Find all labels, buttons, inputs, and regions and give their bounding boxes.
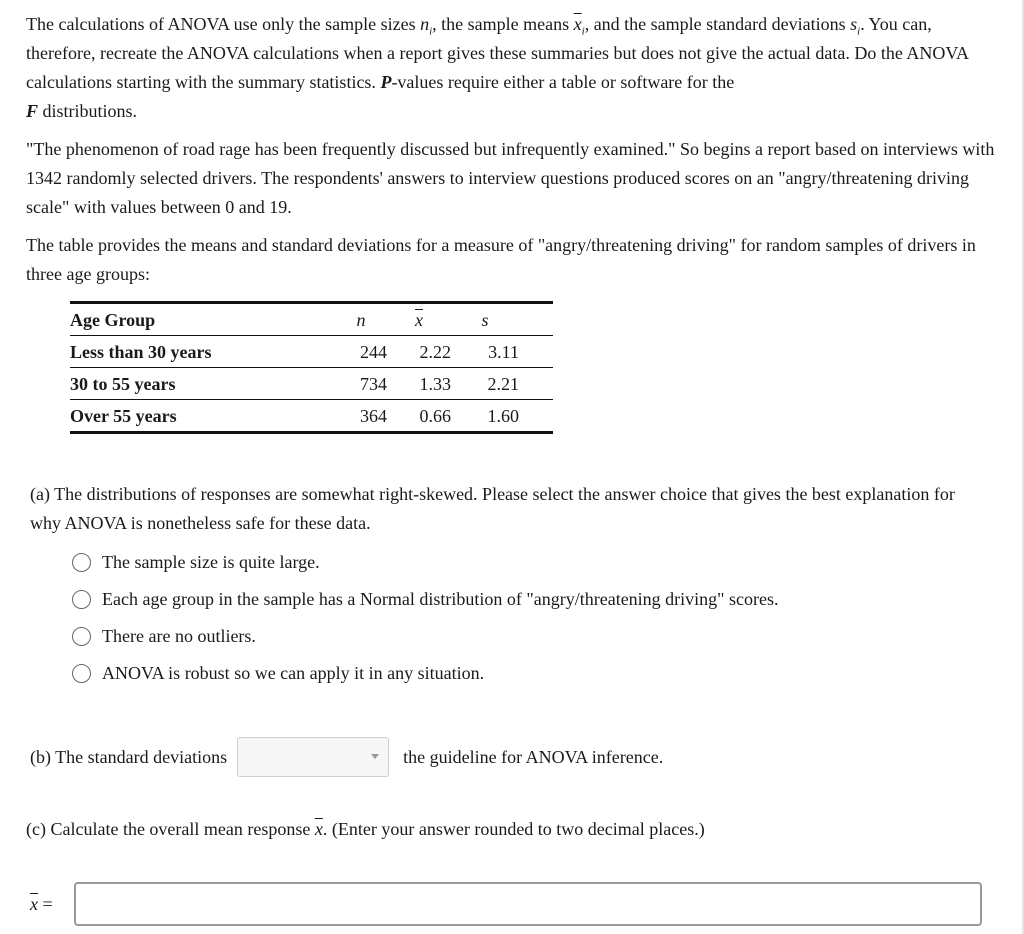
cell-sd: 2.21 [451,368,553,400]
cell-sd: 3.11 [451,336,553,368]
part-b [30,737,663,777]
part-c-answer-row [30,882,982,926]
part-a-options [72,544,779,692]
cell-group: 30 to 55 years [70,368,335,400]
cell-group: Over 55 years [70,405,177,426]
radio-icon[interactable] [72,590,91,609]
header-n: n [335,303,387,336]
option-label: There are no outliers. [102,626,256,646]
cell-sd: 1.60 [487,405,519,426]
option-anova-robust[interactable] [72,655,779,692]
table-row [70,336,553,368]
part-a [30,480,990,538]
option-sample-size[interactable] [72,544,779,581]
intro-paragraph-3: The table provides the means and standard deviations for a measure of "angry/threatening driving" for random samples of drivers in three age groups: [26,235,976,284]
overall-mean-input[interactable] [74,882,982,926]
table-row [70,368,553,400]
cell-mean: 1.33 [387,368,451,400]
option-label: The sample size is quite large. [102,552,320,572]
option-no-outliers[interactable] [72,618,779,655]
header-sd: s [451,303,553,336]
cell-mean: 0.66 [419,405,451,426]
cell-n: 244 [335,336,387,368]
part-a-question: (a) The distributions of responses are somewhat right-skewed. Please select the answer choice that gives the best explanation for why ANOVA is nonetheless safe for these data. [30,484,955,533]
cell-n: 734 [335,368,387,400]
radio-icon[interactable] [72,627,91,646]
part-b-prefix: (b) The standard deviations [30,746,228,767]
problem-intro [26,10,1001,298]
cell-n: 364 [360,405,387,426]
summary-statistics-table [70,301,553,434]
part-b-suffix: the guideline for ANOVA inference. [403,746,664,767]
answer-label: $\overline{x}$ = [30,893,53,914]
radio-icon[interactable] [72,664,91,683]
header-mean: $\overline{x}$ [387,303,451,336]
intro-paragraph-2: "The phenomenon of road rage has been frequently discussed but infrequently examined." So begins a report based on interviews with 1342 randomly selected drivers. The respondents' answers to interview questions produced scores on an "angry/threatening driving scale" with values between 0 and 19. [26,139,995,217]
radio-icon[interactable] [72,553,91,572]
chevron-down-icon [371,754,379,759]
option-label: Each age group in the sample has a Normal distribution of "angry/threatening driving" scores. [102,589,779,609]
cell-mean: 2.22 [387,336,451,368]
sd-guideline-dropdown[interactable] [237,737,389,777]
part-c-question: (c) Calculate the overall mean response $\overline{x}$. (Enter your answer rounded to two decimal places.) [26,819,705,839]
table-header-row [70,303,553,336]
option-normal-distribution[interactable] [72,581,779,618]
table-row [70,400,553,433]
intro-paragraph-1: The calculations of ANOVA use only the sample sizes $n_i$, the sample means $\overline{x}_i$, and the sample standard deviations $s_i$. You can, therefore, recreate the ANOVA calculations when a report gives these summaries but does not give the actual data. Do the ANOVA calculations starting with the summary statistics. P-values require either a table or software for the F distributions. [26,14,969,121]
option-label: ANOVA is robust so we can apply it in any situation. [102,663,485,683]
header-age-group: Age Group [70,303,335,336]
cell-group: Less than 30 years [70,336,335,368]
